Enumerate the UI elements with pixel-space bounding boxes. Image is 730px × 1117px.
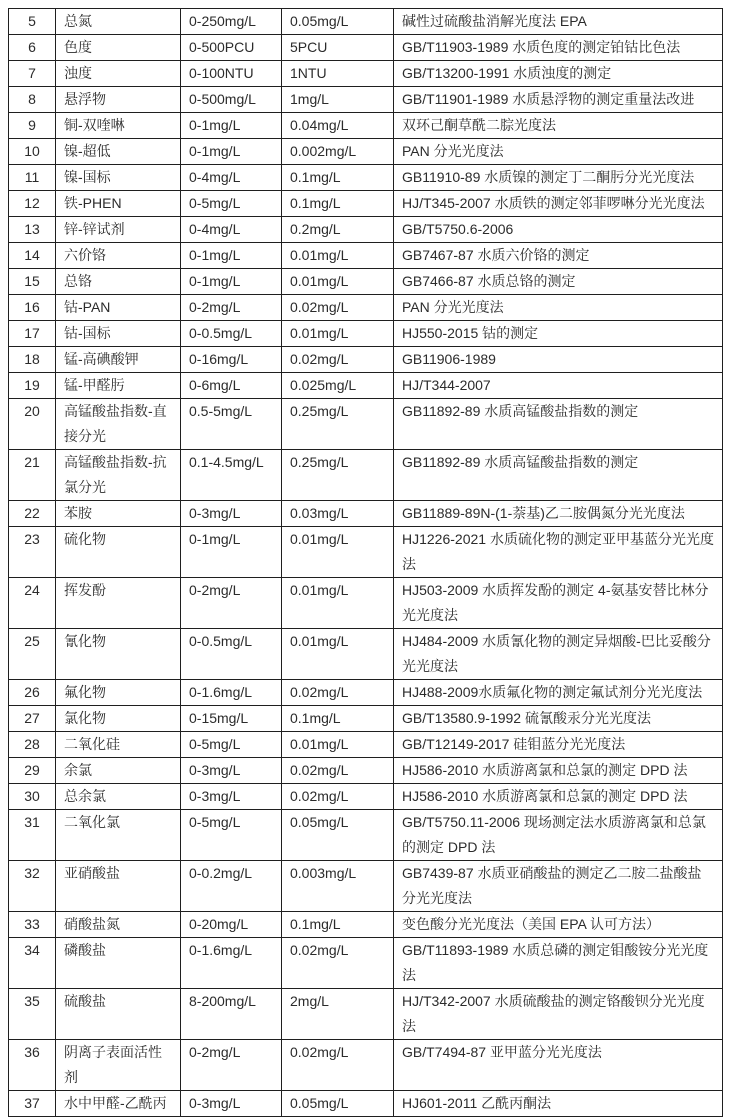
parameter-name-cell: 水中甲醛-乙酰丙 [56, 1091, 181, 1117]
resolution-cell: 0.1mg/L [282, 912, 394, 938]
method-cell: HJ503-2009 水质挥发酚的测定 4-氨基安替比林分光光度法 [394, 578, 723, 629]
row-number-cell: 6 [9, 35, 56, 61]
table-row [9, 61, 723, 87]
method-cell: GB7439-87 水质亚硝酸盐的测定乙二胺二盐酸盐分光光度法 [394, 861, 723, 912]
row-number-cell: 14 [9, 243, 56, 269]
parameter-name-cell: 锌-锌试剂 [56, 217, 181, 243]
table-row [9, 989, 723, 1040]
table-row [9, 578, 723, 629]
resolution-cell: 0.03mg/L [282, 501, 394, 527]
range-cell: 0-1mg/L [181, 113, 282, 139]
method-cell: GB11889-89N-(1-萘基)乙二胺偶氮分光光度法 [394, 501, 723, 527]
resolution-cell: 0.01mg/L [282, 321, 394, 347]
resolution-cell: 0.2mg/L [282, 217, 394, 243]
range-cell: 0-3mg/L [181, 501, 282, 527]
resolution-cell: 0.1mg/L [282, 191, 394, 217]
range-cell: 0-1mg/L [181, 269, 282, 295]
parameter-name-cell: 二氧化氯 [56, 810, 181, 861]
parameter-name-cell: 苯胺 [56, 501, 181, 527]
table-row [9, 243, 723, 269]
parameter-name-cell: 亚硝酸盐 [56, 861, 181, 912]
range-cell: 0-20mg/L [181, 912, 282, 938]
table-row [9, 810, 723, 861]
method-cell: HJ586-2010 水质游离氯和总氯的测定 DPD 法 [394, 758, 723, 784]
range-cell: 0-3mg/L [181, 784, 282, 810]
method-cell: HJ586-2010 水质游离氯和总氯的测定 DPD 法 [394, 784, 723, 810]
range-cell: 0-1mg/L [181, 527, 282, 578]
table-row [9, 295, 723, 321]
resolution-cell: 0.025mg/L [282, 373, 394, 399]
parameter-name-cell: 锰-甲醛肟 [56, 373, 181, 399]
resolution-cell: 1mg/L [282, 87, 394, 113]
range-cell: 8-200mg/L [181, 989, 282, 1040]
resolution-cell: 0.25mg/L [282, 450, 394, 501]
resolution-cell: 0.1mg/L [282, 706, 394, 732]
parameter-name-cell: 铜-双喹啉 [56, 113, 181, 139]
method-cell: GB/T5750.6-2006 [394, 217, 723, 243]
resolution-cell: 0.01mg/L [282, 732, 394, 758]
range-cell: 0-250mg/L [181, 9, 282, 35]
range-cell: 0-15mg/L [181, 706, 282, 732]
resolution-cell: 0.25mg/L [282, 399, 394, 450]
range-cell: 0.1-4.5mg/L [181, 450, 282, 501]
resolution-cell: 5PCU [282, 35, 394, 61]
method-cell: GB/T12149-2017 硅钼蓝分光光度法 [394, 732, 723, 758]
table-row [9, 399, 723, 450]
resolution-cell: 0.02mg/L [282, 347, 394, 373]
parameter-name-cell: 色度 [56, 35, 181, 61]
row-number-cell: 23 [9, 527, 56, 578]
row-number-cell: 18 [9, 347, 56, 373]
range-cell: 0-100NTU [181, 61, 282, 87]
parameter-name-cell: 硫酸盐 [56, 989, 181, 1040]
parameter-name-cell: 浊度 [56, 61, 181, 87]
method-cell: GB7466-87 水质总铬的测定 [394, 269, 723, 295]
row-number-cell: 28 [9, 732, 56, 758]
resolution-cell: 0.02mg/L [282, 295, 394, 321]
row-number-cell: 34 [9, 938, 56, 989]
parameter-name-cell: 硝酸盐氮 [56, 912, 181, 938]
table-row [9, 321, 723, 347]
row-number-cell: 10 [9, 139, 56, 165]
parameter-name-cell: 镍-国标 [56, 165, 181, 191]
row-number-cell: 37 [9, 1091, 56, 1117]
parameter-name-cell: 钴-国标 [56, 321, 181, 347]
range-cell: 0-5mg/L [181, 191, 282, 217]
table-row [9, 527, 723, 578]
row-number-cell: 17 [9, 321, 56, 347]
table-row [9, 732, 723, 758]
parameter-name-cell: 氰化物 [56, 629, 181, 680]
table-body [9, 9, 723, 1117]
method-cell: HJ488-2009水质氟化物的测定氟试剂分光光度法 [394, 680, 723, 706]
row-number-cell: 7 [9, 61, 56, 87]
parameter-name-cell: 总余氯 [56, 784, 181, 810]
row-number-cell: 25 [9, 629, 56, 680]
parameter-name-cell: 总氮 [56, 9, 181, 35]
table-row [9, 680, 723, 706]
method-cell: GB7467-87 水质六价铬的测定 [394, 243, 723, 269]
method-cell: GB11892-89 水质高锰酸盐指数的测定 [394, 399, 723, 450]
parameter-name-cell: 锰-高碘酸钾 [56, 347, 181, 373]
table-row [9, 373, 723, 399]
range-cell: 0-2mg/L [181, 1040, 282, 1091]
parameter-name-cell: 氯化物 [56, 706, 181, 732]
row-number-cell: 21 [9, 450, 56, 501]
range-cell: 0-500PCU [181, 35, 282, 61]
method-cell: HJ484-2009 水质氰化物的测定异烟酸-巴比妥酸分光光度法 [394, 629, 723, 680]
method-cell: GB11892-89 水质高锰酸盐指数的测定 [394, 450, 723, 501]
row-number-cell: 15 [9, 269, 56, 295]
range-cell: 0-1mg/L [181, 139, 282, 165]
row-number-cell: 24 [9, 578, 56, 629]
method-cell: GB11910-89 水质镍的测定丁二酮肟分光光度法 [394, 165, 723, 191]
table-row [9, 165, 723, 191]
method-cell: 双环己酮草酰二腙光度法 [394, 113, 723, 139]
range-cell: 0-4mg/L [181, 165, 282, 191]
resolution-cell: 0.05mg/L [282, 1091, 394, 1117]
range-cell: 0-0.5mg/L [181, 629, 282, 680]
resolution-cell: 0.05mg/L [282, 810, 394, 861]
table-row [9, 191, 723, 217]
row-number-cell: 16 [9, 295, 56, 321]
method-cell: GB/T13200-1991 水质浊度的测定 [394, 61, 723, 87]
row-number-cell: 8 [9, 87, 56, 113]
method-cell: GB/T11893-1989 水质总磷的测定钼酸铵分光光度法 [394, 938, 723, 989]
row-number-cell: 9 [9, 113, 56, 139]
parameter-name-cell: 钴-PAN [56, 295, 181, 321]
method-cell: 碱性过硫酸盐消解光度法 EPA [394, 9, 723, 35]
method-cell: HJ601-2011 乙酰丙酮法 [394, 1091, 723, 1117]
range-cell: 0-16mg/L [181, 347, 282, 373]
parameter-name-cell: 铁-PHEN [56, 191, 181, 217]
parameter-name-cell: 挥发酚 [56, 578, 181, 629]
range-cell: 0-5mg/L [181, 810, 282, 861]
row-number-cell: 35 [9, 989, 56, 1040]
range-cell: 0-3mg/L [181, 758, 282, 784]
method-cell: 变色酸分光光度法（美国 EPA 认可方法） [394, 912, 723, 938]
range-cell: 0-2mg/L [181, 578, 282, 629]
range-cell: 0.5-5mg/L [181, 399, 282, 450]
method-cell: GB11906-1989 [394, 347, 723, 373]
resolution-cell: 0.01mg/L [282, 527, 394, 578]
parameter-name-cell: 氟化物 [56, 680, 181, 706]
range-cell: 0-6mg/L [181, 373, 282, 399]
resolution-cell: 0.05mg/L [282, 9, 394, 35]
table-row [9, 113, 723, 139]
table-row [9, 1091, 723, 1117]
table-row [9, 784, 723, 810]
table-row [9, 758, 723, 784]
parameter-name-cell: 镍-超低 [56, 139, 181, 165]
table-row [9, 217, 723, 243]
parameter-name-cell: 硫化物 [56, 527, 181, 578]
table-row [9, 269, 723, 295]
resolution-cell: 0.002mg/L [282, 139, 394, 165]
resolution-cell: 0.02mg/L [282, 680, 394, 706]
resolution-cell: 0.02mg/L [282, 1040, 394, 1091]
table-row [9, 501, 723, 527]
range-cell: 0-1.6mg/L [181, 680, 282, 706]
table-row [9, 347, 723, 373]
range-cell: 0-1.6mg/L [181, 938, 282, 989]
range-cell: 0-4mg/L [181, 217, 282, 243]
row-number-cell: 27 [9, 706, 56, 732]
row-number-cell: 26 [9, 680, 56, 706]
resolution-cell: 1NTU [282, 61, 394, 87]
method-cell: GB/T13580.9-1992 硫氰酸汞分光光度法 [394, 706, 723, 732]
resolution-cell: 0.02mg/L [282, 784, 394, 810]
row-number-cell: 36 [9, 1040, 56, 1091]
row-number-cell: 31 [9, 810, 56, 861]
row-number-cell: 19 [9, 373, 56, 399]
resolution-cell: 0.01mg/L [282, 269, 394, 295]
resolution-cell: 0.01mg/L [282, 243, 394, 269]
row-number-cell: 5 [9, 9, 56, 35]
parameter-name-cell: 二氧化硅 [56, 732, 181, 758]
table-row [9, 35, 723, 61]
method-cell: PAN 分光光度法 [394, 295, 723, 321]
method-cell: HJ/T344-2007 [394, 373, 723, 399]
resolution-cell: 0.01mg/L [282, 629, 394, 680]
method-cell: HJ/T342-2007 水质硫酸盐的测定铬酸钡分光光度法 [394, 989, 723, 1040]
method-cell: HJ550-2015 钴的测定 [394, 321, 723, 347]
method-cell: HJ/T345-2007 水质铁的测定邻菲啰啉分光光度法 [394, 191, 723, 217]
method-cell: GB/T11901-1989 水质悬浮物的测定重量法改进 [394, 87, 723, 113]
table-row [9, 450, 723, 501]
water-quality-parameters-table [8, 8, 723, 1117]
table-row [9, 87, 723, 113]
resolution-cell: 2mg/L [282, 989, 394, 1040]
table-row [9, 9, 723, 35]
parameter-name-cell: 高锰酸盐指数-直接分光 [56, 399, 181, 450]
row-number-cell: 30 [9, 784, 56, 810]
resolution-cell: 0.02mg/L [282, 938, 394, 989]
table-row [9, 861, 723, 912]
table-row [9, 139, 723, 165]
table-row [9, 706, 723, 732]
method-cell: GB/T11903-1989 水质色度的测定铂钴比色法 [394, 35, 723, 61]
parameter-name-cell: 六价铬 [56, 243, 181, 269]
row-number-cell: 12 [9, 191, 56, 217]
method-cell: HJ1226-2021 水质硫化物的测定亚甲基蓝分光光度法 [394, 527, 723, 578]
resolution-cell: 0.01mg/L [282, 578, 394, 629]
range-cell: 0-3mg/L [181, 1091, 282, 1117]
resolution-cell: 0.1mg/L [282, 165, 394, 191]
resolution-cell: 0.02mg/L [282, 758, 394, 784]
table-row [9, 912, 723, 938]
row-number-cell: 33 [9, 912, 56, 938]
resolution-cell: 0.04mg/L [282, 113, 394, 139]
row-number-cell: 32 [9, 861, 56, 912]
parameter-name-cell: 悬浮物 [56, 87, 181, 113]
row-number-cell: 11 [9, 165, 56, 191]
method-cell: PAN 分光光度法 [394, 139, 723, 165]
range-cell: 0-500mg/L [181, 87, 282, 113]
row-number-cell: 29 [9, 758, 56, 784]
method-cell: GB/T7494-87 亚甲蓝分光光度法 [394, 1040, 723, 1091]
parameter-name-cell: 磷酸盐 [56, 938, 181, 989]
table-row [9, 1040, 723, 1091]
row-number-cell: 13 [9, 217, 56, 243]
range-cell: 0-0.2mg/L [181, 861, 282, 912]
range-cell: 0-1mg/L [181, 243, 282, 269]
range-cell: 0-0.5mg/L [181, 321, 282, 347]
range-cell: 0-5mg/L [181, 732, 282, 758]
table-row [9, 938, 723, 989]
parameter-name-cell: 阴离子表面活性剂 [56, 1040, 181, 1091]
table-row [9, 629, 723, 680]
row-number-cell: 20 [9, 399, 56, 450]
method-cell: GB/T5750.11-2006 现场测定法水质游离氯和总氯的测定 DPD 法 [394, 810, 723, 861]
parameter-name-cell: 余氯 [56, 758, 181, 784]
parameter-name-cell: 高锰酸盐指数-抗氯分光 [56, 450, 181, 501]
parameter-name-cell: 总铬 [56, 269, 181, 295]
row-number-cell: 22 [9, 501, 56, 527]
range-cell: 0-2mg/L [181, 295, 282, 321]
resolution-cell: 0.003mg/L [282, 861, 394, 912]
